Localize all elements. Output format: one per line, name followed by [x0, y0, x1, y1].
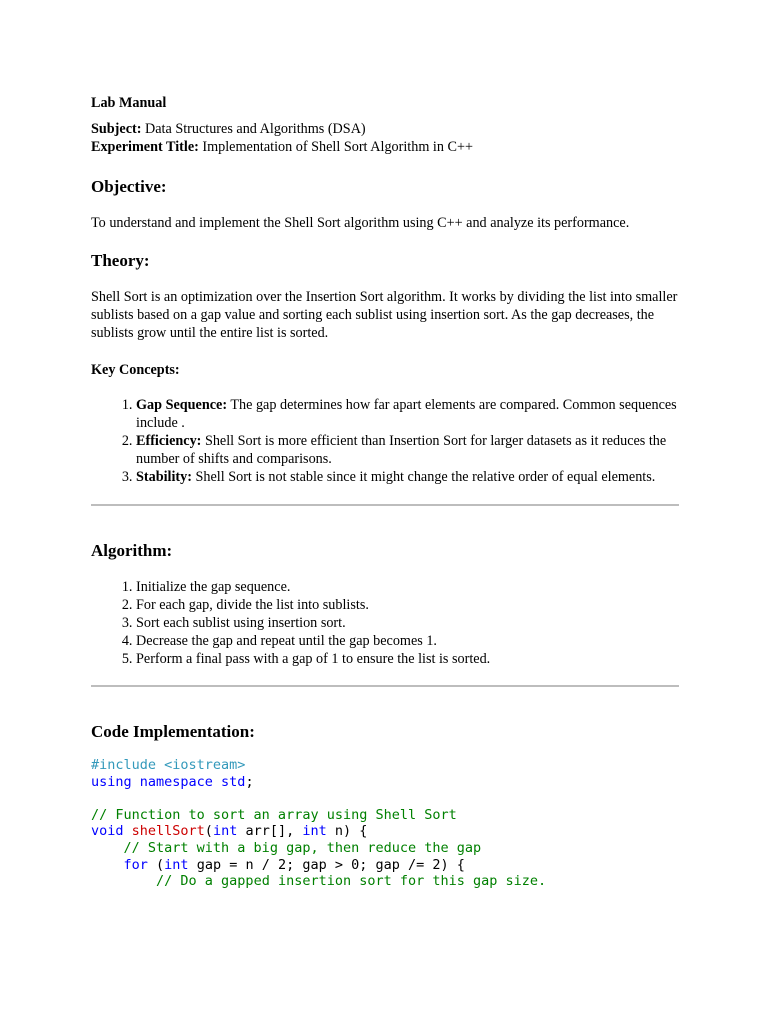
experiment-title-line — [91, 138, 679, 156]
code-line — [91, 807, 457, 823]
key-concept-item — [136, 468, 679, 486]
algorithm-step: 5. Perform a final pass with a gap of 1 to ensure the list is sorted. — [136, 650, 679, 668]
key-concept-term: Stability: — [136, 469, 192, 485]
key-concepts-heading: Key Concepts: — [91, 362, 180, 378]
experiment-title-value: Implementation of Shell Sort Algorithm in C++ — [202, 139, 473, 155]
algorithm-step: 2. For each gap, divide the list into sublists. — [136, 596, 679, 614]
code-token: gap = n / 2; gap > 0; gap /= 2) { — [188, 856, 465, 873]
code-line — [91, 840, 481, 856]
code-line — [91, 823, 367, 839]
key-concept-term: Efficiency: — [136, 433, 202, 449]
section-divider — [91, 685, 679, 687]
theory-text: Shell Sort is an optimization over the Insertion Sort algorithm. It works by dividing the list into smaller sublists based on a gap value and sorting each sublist using insertion sort. As the gap decreases, the sublists grow until the entire list is sorted. — [91, 289, 678, 341]
code-token: for — [123, 856, 148, 873]
key-concept-item — [136, 396, 679, 432]
code-token: shellSort — [131, 823, 205, 840]
subject-value: Data Structures and Algorithms (DSA) — [145, 121, 366, 137]
objective-text: To understand and implement the Shell Sort algorithm using C++ and analyze its performance. — [91, 215, 630, 231]
experiment-title-label: Experiment Title: — [91, 139, 199, 155]
code-token: int — [164, 856, 189, 873]
code-token: // Do a gapped insertion sort for this gap size. — [156, 873, 547, 890]
code-block — [91, 757, 679, 890]
code-heading: Code Implementation: — [91, 722, 255, 741]
code-token: // Function to sort an array using Shell Sort — [91, 806, 457, 823]
code-token — [91, 857, 124, 873]
code-line — [91, 873, 546, 889]
section-divider — [91, 504, 679, 506]
key-concept-item — [136, 432, 679, 468]
algorithm-heading: Algorithm: — [91, 541, 173, 560]
code-token: void — [91, 823, 132, 840]
key-concept-desc: Shell Sort is more efficient than Insertion Sort for larger datasets as it reduces the number of shifts and comparisons. — [136, 433, 667, 467]
code-token: arr[], — [237, 823, 303, 840]
code-token — [91, 840, 124, 856]
code-token: ( — [204, 823, 213, 840]
code-line — [91, 774, 254, 790]
code-token: ; — [245, 773, 254, 790]
subject-label: Subject: — [91, 121, 142, 137]
code-token: #include <iostream> — [91, 757, 246, 773]
code-line — [91, 857, 465, 873]
code-token: using namespace std — [91, 773, 246, 790]
code-token: int — [302, 823, 327, 840]
key-concept-desc: The gap determines how far apart elements are compared. Common sequences include . — [136, 397, 677, 431]
document-page — [91, 94, 679, 890]
objective-heading: Objective: — [91, 177, 167, 196]
code-token: ( — [147, 856, 165, 873]
key-concept-term: Gap Sequence: — [136, 397, 228, 413]
key-concept-desc: Shell Sort is not stable since it might change the relative order of equal elements. — [195, 469, 656, 485]
code-token — [91, 873, 156, 889]
algorithm-step: 1. Initialize the gap sequence. — [136, 578, 679, 596]
key-concepts-list — [91, 396, 679, 486]
algorithm-steps-list — [91, 578, 679, 668]
subject-line — [91, 120, 679, 138]
code-line — [91, 757, 245, 773]
code-token: n) { — [326, 823, 368, 840]
code-token: // Start with a big gap, then reduce the gap — [123, 839, 482, 856]
algorithm-step: 3. Sort each sublist using insertion sort. — [136, 614, 679, 632]
theory-heading: Theory: — [91, 251, 150, 270]
algorithm-step: 4. Decrease the gap and repeat until the gap becomes 1. — [136, 632, 679, 650]
document-title: Lab Manual — [91, 95, 167, 111]
code-token: int — [212, 823, 238, 840]
